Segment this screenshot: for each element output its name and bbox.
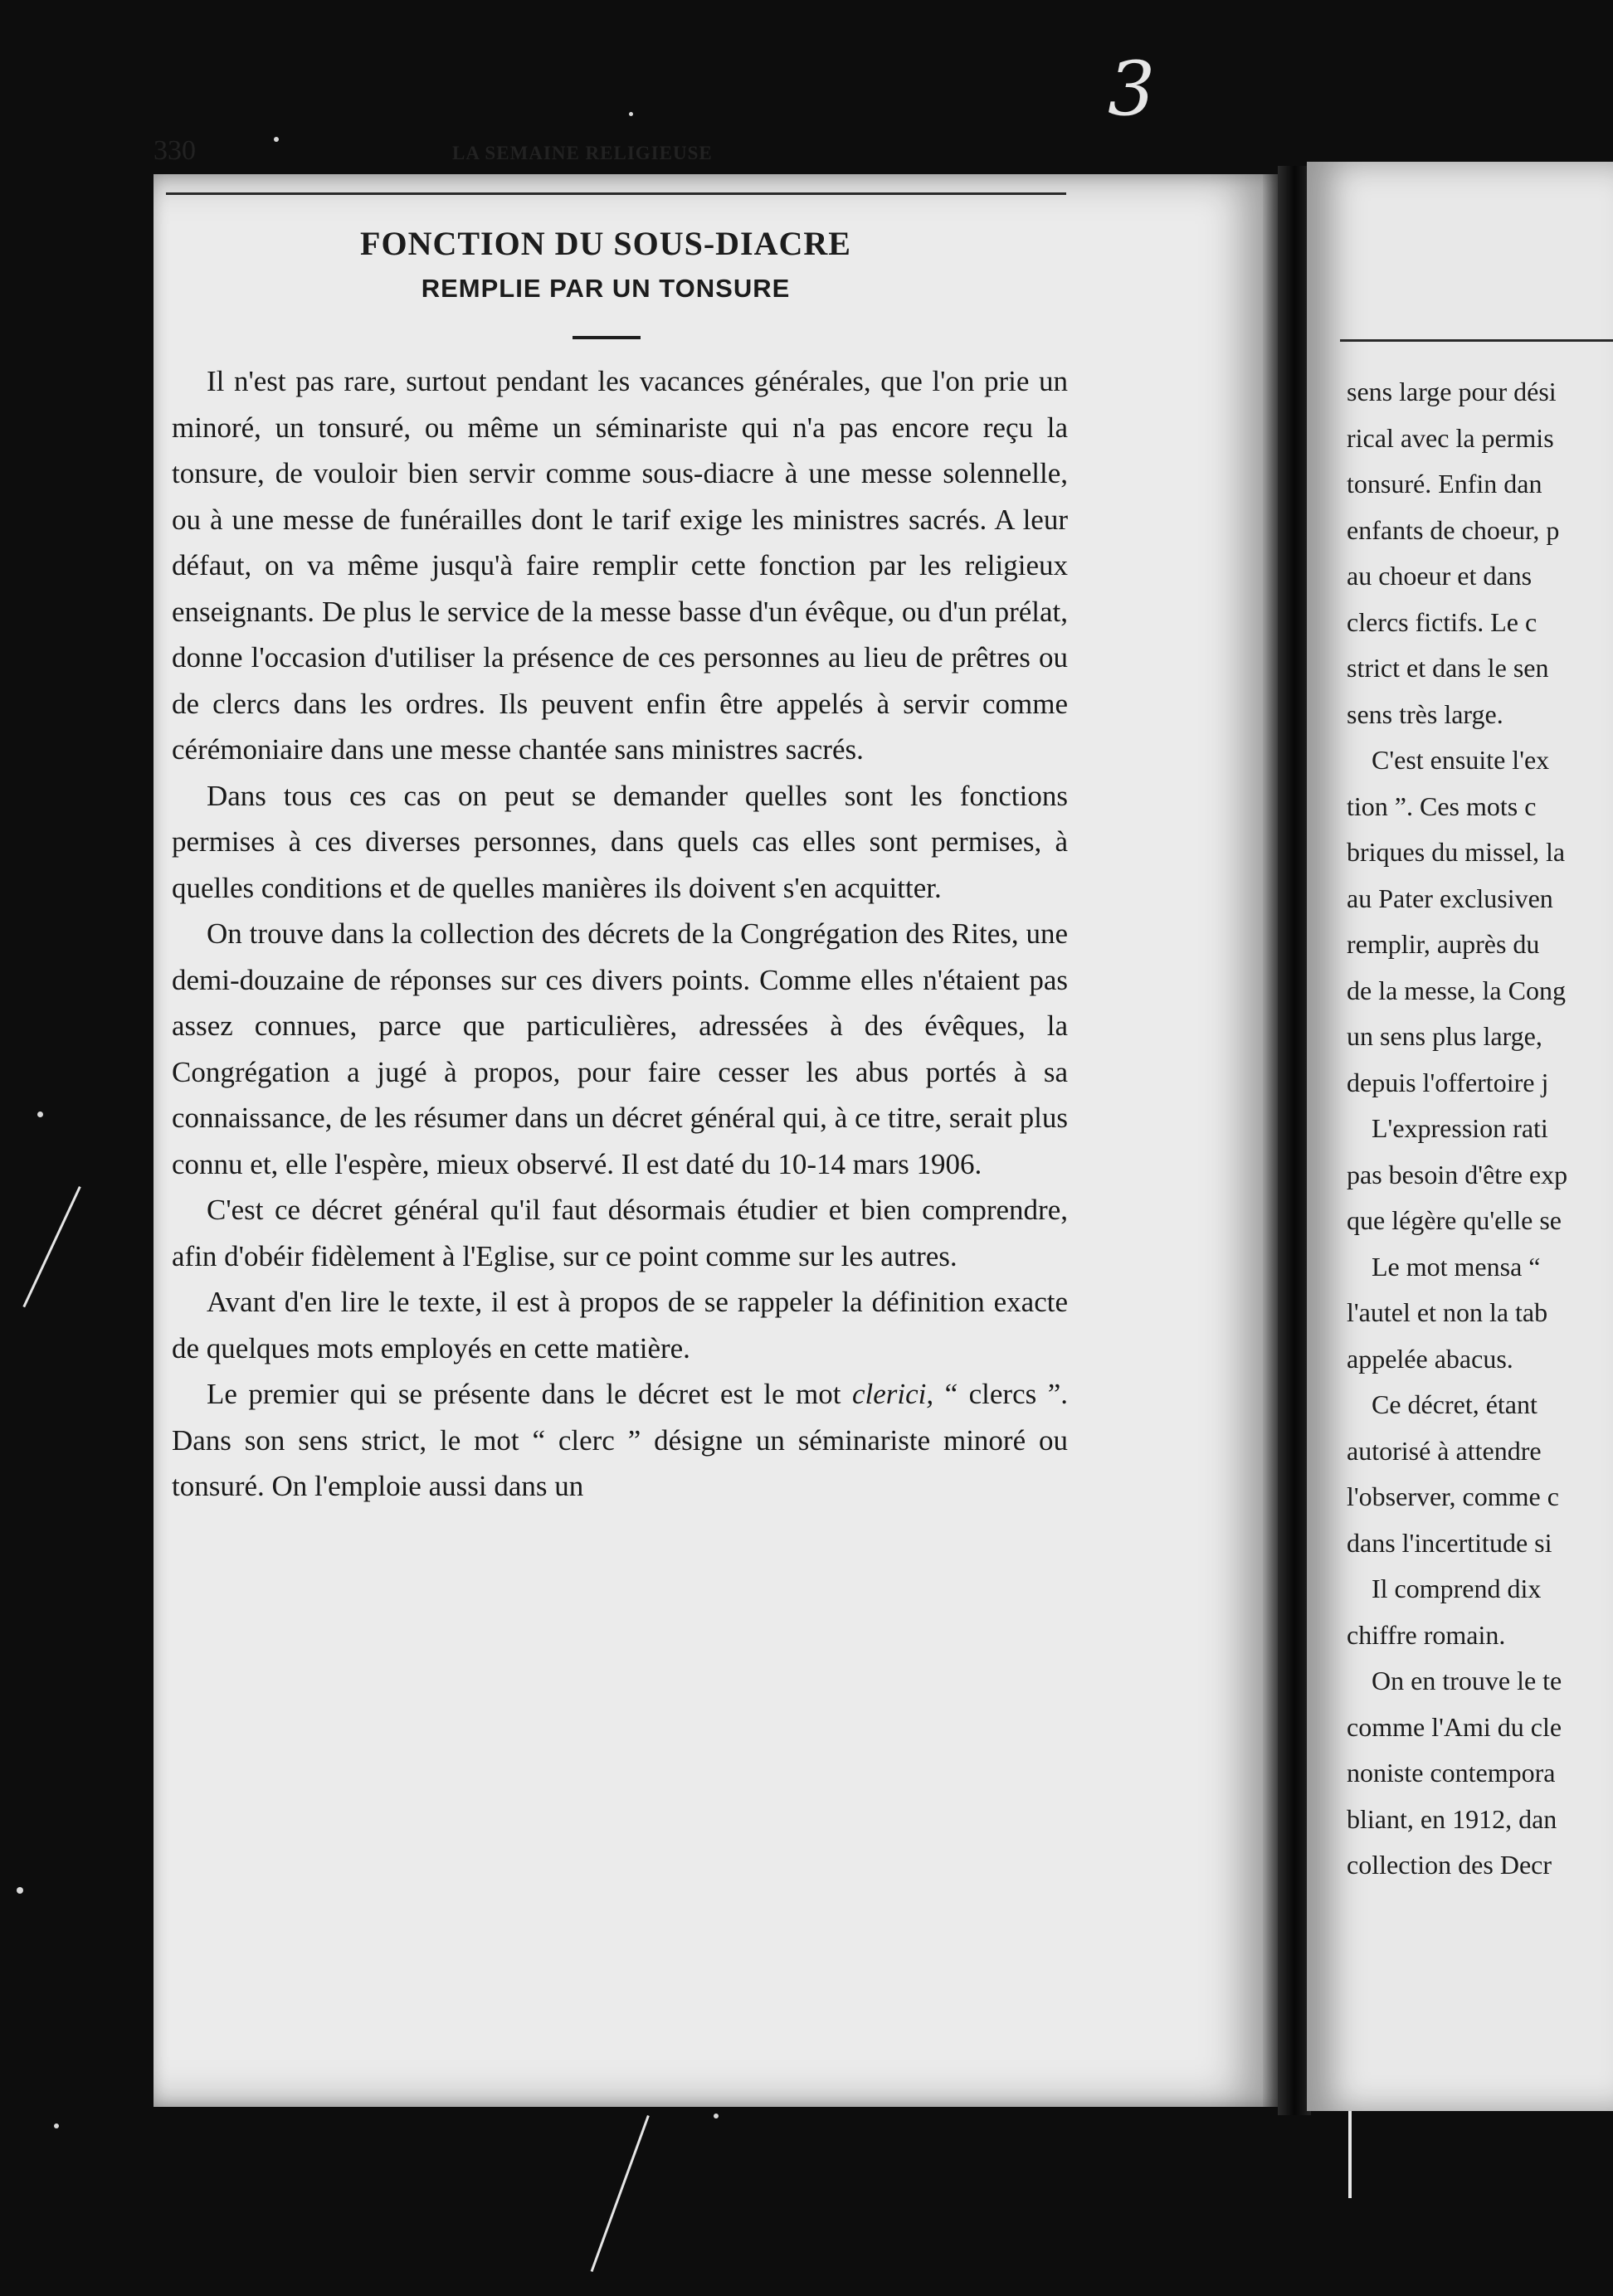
scan-speck	[54, 2123, 59, 2128]
title-divider	[573, 336, 641, 339]
text-line: sens large pour dési	[1347, 377, 1557, 406]
text-line: autorisé à attendre	[1347, 1435, 1542, 1466]
text-line: enfants de choeur, p	[1347, 514, 1560, 545]
text-line: chiffre romain.	[1347, 1619, 1506, 1650]
binding-stroke	[1348, 2107, 1352, 2198]
text-line: au choeur et dans	[1347, 561, 1533, 591]
text-line: un sens plus large,	[1347, 1021, 1542, 1051]
text-line: rical avec la permis	[1347, 422, 1554, 453]
page-number: 330	[154, 135, 196, 166]
article-subtitle: REMPLIE PAR UN TONSURE	[421, 274, 791, 303]
text-line: L'expression rati	[1372, 1113, 1548, 1143]
paragraph: Dans tous ces cas on peut se demander quelles sont les fonctions permises à ces diverses personnes, dans quels cas elles sont permises, à quelles conditions et de quelles manières ils doivent s'en acquitter.	[172, 779, 1068, 904]
running-title: LA SEMAINE RELIGIEUSE	[452, 143, 713, 163]
paragraph: C'est ce décret général qu'il faut désormais étudier et bien comprendre, afin d'obéir fidèlement à l'Eglise, sur ce point comme sur les autres.	[172, 1194, 1068, 1272]
text-line: briques du missel, la	[1347, 837, 1566, 867]
text-line: sens très large.	[1347, 698, 1503, 729]
handwritten-number: 3	[1108, 46, 1156, 133]
paragraph: On trouve dans la collection des décrets de la Congrégation des Rites, une demi-douzaine de réponses sur ces divers points. Comme elles n'étaient pas assez connues, parce que particulières, adressées à des évêques, la Congrégation a jugé à propos, pour faire cesser les abus portés à sa connaissance, de les résumer dans un décret général qui, à ce titre, serait plus connu et, elle l'espère, mieux observé. Il est daté du 10-14 mars 1906.	[172, 917, 1068, 1180]
header-rule	[166, 192, 1066, 195]
text-line: strict et dans le sen	[1347, 653, 1549, 683]
text-line: l'autel et non la tab	[1347, 1297, 1548, 1327]
binding-stroke	[22, 1186, 122, 1327]
text-line: pas besoin d'être exp	[1347, 1159, 1568, 1189]
text-line: Ce décret, étant	[1372, 1389, 1537, 1419]
paragraph	[172, 1371, 1068, 1510]
text-line: depuis l'offertoire j	[1347, 1067, 1549, 1097]
article-body	[172, 358, 1068, 1510]
text-line: appelée abacus.	[1347, 1343, 1513, 1374]
text-line: collection des Decr	[1347, 1850, 1552, 1880]
text-line: de la messe, la Cong	[1347, 975, 1566, 1005]
paragraph-text: “ clercs ”. Dans son sens strict, le mot “ clerc ” désigne un séminariste minoré ou tonsuré. On l'emploie aussi dans un	[172, 1378, 1068, 1502]
text-line: au Pater exclusiven	[1347, 883, 1553, 913]
text-line: noniste contempora	[1347, 1758, 1556, 1788]
article-title: FONCTION DU SOUS-DIACRE	[360, 225, 851, 262]
book-gutter	[1278, 166, 1311, 2115]
text-line: On en trouve le te	[1372, 1666, 1562, 1695]
scan-speck	[629, 112, 633, 116]
text-line: Il comprend dix	[1372, 1574, 1542, 1603]
text-line: comme l'Ami du cle	[1347, 1711, 1562, 1742]
scan-speck	[17, 1887, 23, 1894]
paragraph-text: Le premier qui se présente dans le décret est le mot	[207, 1378, 852, 1410]
text-line: tonsuré. Enfin dan	[1347, 469, 1542, 499]
text-line: que légère qu'elle se	[1347, 1205, 1562, 1235]
binding-stroke	[591, 2115, 697, 2289]
scan-speck	[714, 2114, 719, 2118]
scan-speck	[274, 137, 279, 142]
right-page-text	[1347, 369, 1613, 1889]
text-line: bliant, en 1912, dan	[1347, 1803, 1557, 1834]
text-line: C'est ensuite l'ex	[1372, 745, 1550, 775]
text-line: clercs fictifs. Le c	[1347, 606, 1537, 637]
text-line: l'observer, comme c	[1347, 1481, 1559, 1511]
paragraph: Avant d'en lire le texte, il est à propos de se rappeler la définition exacte de quelques mots employés en cette matière.	[172, 1286, 1068, 1364]
text-line: remplir, auprès du	[1347, 929, 1540, 959]
text-line: tion ”. Ces mots c	[1347, 790, 1537, 821]
scan-speck	[37, 1112, 43, 1117]
text-line: Le mot mensa “	[1372, 1251, 1541, 1282]
paragraph: Il n'est pas rare, surtout pendant les vacances générales, que l'on prie un minoré, un tonsuré, ou même un séminariste qui n'a pas encore reçu la tonsure, de vouloir bien servir comme sous-diacre à une messe solennelle, ou à une messe de funérailles dont le tarif exige les ministres sacrés. A leur défaut, on va même jusqu'à faire remplir cette fonction par les religieux enseignants. De plus le service de la messe basse d'un évêque, ou d'un prélat, donne l'occasion d'utiliser la présence de ces personnes au lieu de prêtres ou de clercs dans les ordres. Ils peuvent enfin être appelés à servir comme cérémoniaire dans une messe chantée sans ministres sacrés.	[172, 365, 1068, 766]
right-page	[1307, 162, 1613, 2111]
header-rule	[1340, 339, 1613, 342]
text-line: dans l'incertitude si	[1347, 1527, 1552, 1558]
latin-term: clerici,	[851, 1378, 934, 1410]
